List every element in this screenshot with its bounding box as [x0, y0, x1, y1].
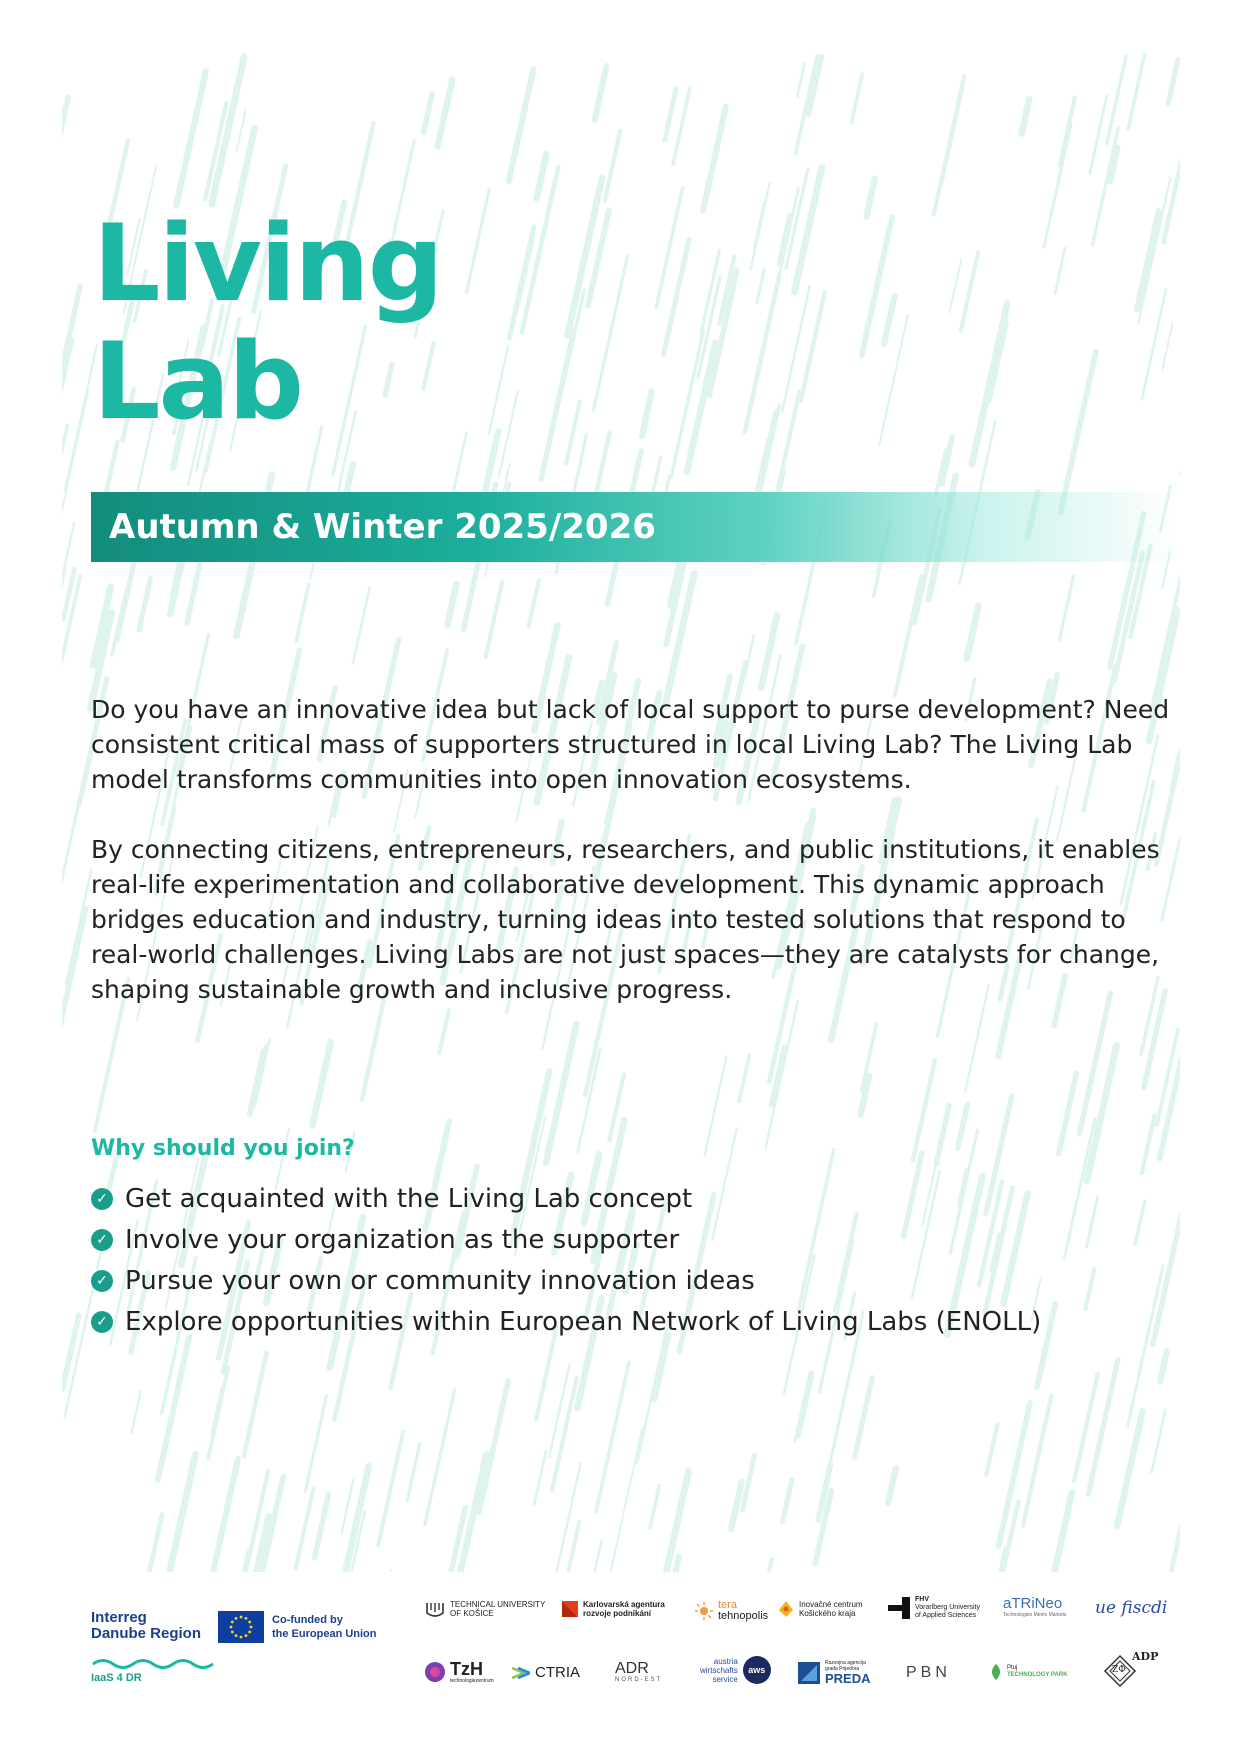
check-circle-icon: ✓	[91, 1311, 113, 1333]
partner-logo-tera	[695, 1600, 768, 1622]
aws-line-1: austria	[713, 1656, 738, 1666]
benefit-item	[91, 1219, 1041, 1260]
fiscdi-wordmark: ue fiscdi	[1095, 1598, 1168, 1618]
partner-logo-tzh	[425, 1660, 494, 1684]
season-banner	[91, 492, 1180, 562]
adr-subline: NORD-EST	[615, 1677, 663, 1683]
karlovarska-line-2: rozvoje podnikání	[583, 1609, 652, 1618]
intro-paragraph-1: Do you have an innovative idea but lack of local support to purse development? Need consistent critical mass of supporters structured in local Living Lab? The Living Lab model transforms communities into open innovation ecosystems.	[91, 695, 1170, 794]
tuke-line-1: TECHNICAL UNIVERSITY	[450, 1600, 546, 1609]
aws-badge: aws	[743, 1656, 771, 1684]
check-circle-icon: ✓	[91, 1270, 113, 1292]
intro-section	[91, 692, 1181, 1007]
benefit-text: Get acquainted with the Living Lab concept	[125, 1183, 693, 1214]
eu-flag-icon	[218, 1611, 264, 1643]
project-tag: IaaS 4 DR	[91, 1672, 142, 1684]
interreg-line-2: Danube Region	[91, 1625, 202, 1642]
why-join-heading: Why should you join?	[91, 1136, 355, 1161]
karlovarska-line-1: Karlovarská agentura	[583, 1600, 665, 1609]
cofunded-line-2: the European Union	[272, 1628, 377, 1640]
ctria-wordmark: CTRIA	[535, 1664, 580, 1681]
partner-logo-atrineo	[1003, 1596, 1066, 1618]
page-title	[93, 202, 442, 443]
partner-logo-inovacne	[778, 1600, 863, 1618]
preda-line-2: grada Prijedora	[825, 1666, 860, 1672]
fhv-mark-icon	[888, 1597, 910, 1619]
interreg-line-1: Interreg	[91, 1609, 147, 1626]
pbn-wordmark: PBN	[906, 1664, 951, 1681]
tzh-wordmark: TzH	[450, 1659, 483, 1679]
tera-line-2: tehnopolis	[718, 1610, 769, 1622]
season-banner-text: Autumn & Winter 2025/2026	[109, 507, 656, 547]
technology-park-line-2: TECHNOLOGY PARK	[1007, 1672, 1068, 1678]
tera-sun-icon	[695, 1602, 713, 1620]
partner-logo-adp	[1103, 1650, 1159, 1688]
partner-logo-technology-park	[990, 1664, 1067, 1680]
inovacne-line-1: Inovačné centrum	[799, 1600, 863, 1609]
partner-logo-adr	[615, 1660, 662, 1683]
adr-wordmark: ADR	[615, 1660, 649, 1677]
preda-mark-icon	[798, 1662, 820, 1684]
ctria-arrow-icon	[512, 1666, 530, 1680]
fhv-line-2: Vorarlberg University	[915, 1604, 980, 1611]
partner-logo-tuke	[425, 1600, 545, 1618]
fhv-line-1: FHV	[915, 1596, 929, 1603]
inovacne-line-2: Košického kraja	[799, 1609, 856, 1618]
partner-logo-ctria	[512, 1664, 580, 1681]
adp-wordmark: ADP	[1132, 1650, 1159, 1663]
title-line-1: Living	[93, 202, 442, 325]
benefit-text: Involve your organization as the supporter	[125, 1224, 680, 1255]
tzh-circle-icon	[425, 1662, 445, 1682]
technology-park-line-1: Ptuj	[1007, 1665, 1018, 1671]
partner-logo-karlovarska	[562, 1600, 665, 1618]
tuke-line-2: OF KOŠICE	[450, 1609, 494, 1618]
benefit-item	[91, 1301, 1041, 1342]
cofunded-label	[272, 1613, 377, 1641]
atrineo-wordmark: aTRiNeo	[1003, 1595, 1063, 1612]
karlovarska-mark-icon	[562, 1601, 578, 1617]
partner-logo-fiscdi	[1095, 1598, 1167, 1618]
partner-logo-aws	[700, 1656, 771, 1684]
aws-line-2: wirtschafts	[700, 1665, 738, 1675]
tuke-emblem-icon	[425, 1600, 445, 1618]
atrineo-tagline: Technologies Meets Markets	[1003, 1612, 1067, 1618]
fhv-line-3: of Applied Sciences	[915, 1612, 977, 1619]
adp-monogram: ZФ	[1112, 1665, 1126, 1675]
check-circle-icon: ✓	[91, 1188, 113, 1210]
inovacne-mark-icon	[778, 1600, 794, 1618]
title-line-2: Lab	[93, 320, 302, 443]
check-circle-icon: ✓	[91, 1229, 113, 1251]
partner-logo-fhv	[888, 1596, 980, 1620]
benefits-list	[91, 1178, 1041, 1342]
benefit-text: Pursue your own or community innovation ideas	[125, 1265, 755, 1296]
tzh-subline: technologiezentrum	[450, 1678, 494, 1684]
benefit-text: Explore opportunities within European Network of Living Labs (ENOLL)	[125, 1306, 1042, 1337]
wave-icon	[91, 1656, 221, 1670]
partner-logo-pbn	[906, 1664, 951, 1682]
benefit-item	[91, 1178, 1041, 1219]
benefit-item	[91, 1260, 1041, 1301]
preda-line-1: Razvojna agencija	[825, 1660, 866, 1666]
intro-paragraph-2: By connecting citizens, entrepreneurs, researchers, and public institutions, it enables real-life experimentation and collaborative development. This dynamic approach bridges education and industry, turning ideas into tested solutions that respond to real-world challenges. Living Labs are not just spaces—they are catalysts for change, shaping sustainable growth and inclusive progress.	[91, 835, 1160, 1004]
interreg-logo	[91, 1610, 201, 1642]
preda-wordmark: PREDA	[825, 1671, 871, 1686]
leaf-icon	[990, 1664, 1002, 1680]
partner-logo-preda	[798, 1660, 871, 1685]
tera-line-1: tera	[718, 1599, 737, 1611]
cofunded-line-1: Co-funded by	[272, 1614, 343, 1626]
aws-line-3: service	[712, 1674, 738, 1684]
